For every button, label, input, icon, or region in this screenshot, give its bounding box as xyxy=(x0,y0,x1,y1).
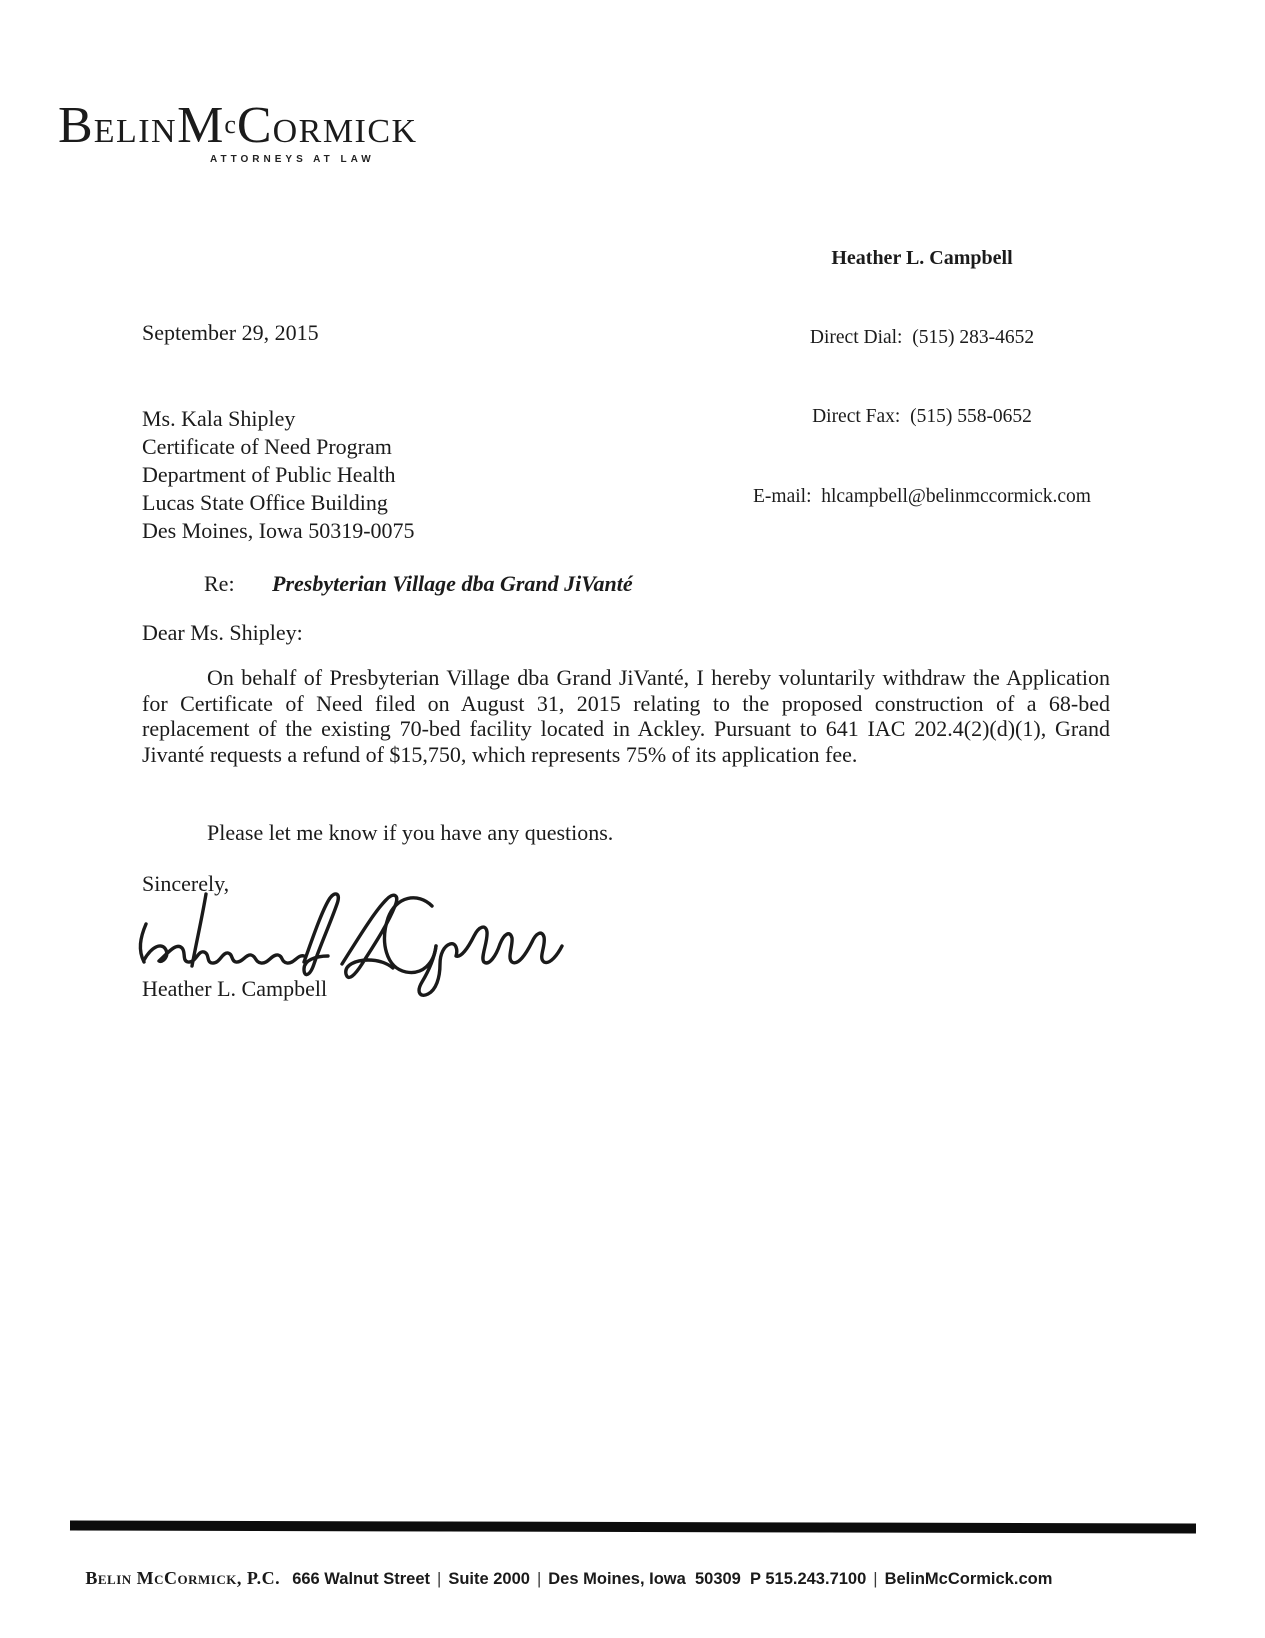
footer-phone: 515.243.7100 xyxy=(765,1570,867,1588)
logo-letters: ORMICK xyxy=(272,113,418,150)
valediction: Sincerely, xyxy=(142,871,230,896)
logo-letter: c xyxy=(224,110,237,139)
logo-letters: ELIN xyxy=(93,113,178,150)
attorney-name: Heather L. Campbell xyxy=(831,247,1013,269)
firm-name xyxy=(58,97,418,154)
recipient-address xyxy=(142,405,415,545)
recipient-line: Lucas State Office Building xyxy=(142,490,388,515)
footer-suite: Suite 2000 xyxy=(448,1570,530,1588)
recipient-line: Department of Public Health xyxy=(142,462,396,487)
firm-logo xyxy=(58,97,418,165)
email-line: E-mail: hlcampbell@belinmccormick.com xyxy=(753,485,1091,507)
firm-tagline: ATTORNEYS AT LAW xyxy=(210,154,375,165)
logo-letter: M xyxy=(177,97,225,154)
contact-block xyxy=(733,192,1111,563)
footer-website: BelinMcCormick.com xyxy=(884,1570,1053,1588)
recipient-line: Certificate of Need Program xyxy=(142,434,392,459)
direct-dial-line: Direct Dial: (515) 283-4652 xyxy=(809,326,1035,348)
body-paragraph-2: Please let me know if you have any questions. xyxy=(207,820,614,845)
logo-letter: B xyxy=(58,97,94,154)
footer-phone-label: P xyxy=(750,1570,761,1588)
footer-firm-name: Belin McCormick, P.C. xyxy=(85,1568,281,1588)
footer-rule xyxy=(70,1521,1196,1534)
recipient-line: Ms. Kala Shipley xyxy=(142,406,296,431)
re-line xyxy=(204,571,633,597)
re-subject: Presbyterian Village dba Grand JiVanté xyxy=(272,571,633,596)
footer xyxy=(67,1549,1207,1608)
footer-separator: | xyxy=(437,1570,442,1588)
logo-letter: C xyxy=(236,97,273,154)
footer-city: Des Moines, Iowa 50309 xyxy=(548,1570,741,1588)
re-label: Re: xyxy=(204,571,235,596)
direct-fax-line: Direct Fax: (515) 558-0652 xyxy=(812,406,1032,427)
footer-separator: | xyxy=(873,1570,878,1588)
footer-street: 666 Walnut Street xyxy=(292,1570,431,1588)
signer-name: Heather L. Campbell xyxy=(142,976,328,1001)
body-paragraph-1: On behalf of Presbyterian Village dba Grand JiVanté, I hereby voluntarily withdraw the Application for Certificate of Need filed on August 31, 2015 relating to the proposed construction of a 68-bed replacement of the existing 70-bed facility located in Ackley. Pursuant to 641 IAC 202.4(2)(d)(1), Grand Jivanté requests a refund of $15,750, which represents 75% of its application fee. xyxy=(142,665,1110,767)
recipient-line: Des Moines, Iowa 50319-0075 xyxy=(142,518,415,543)
letter-date: September 29, 2015 xyxy=(142,320,319,345)
footer-separator: | xyxy=(536,1570,542,1588)
salutation: Dear Ms. Shipley: xyxy=(142,620,303,645)
